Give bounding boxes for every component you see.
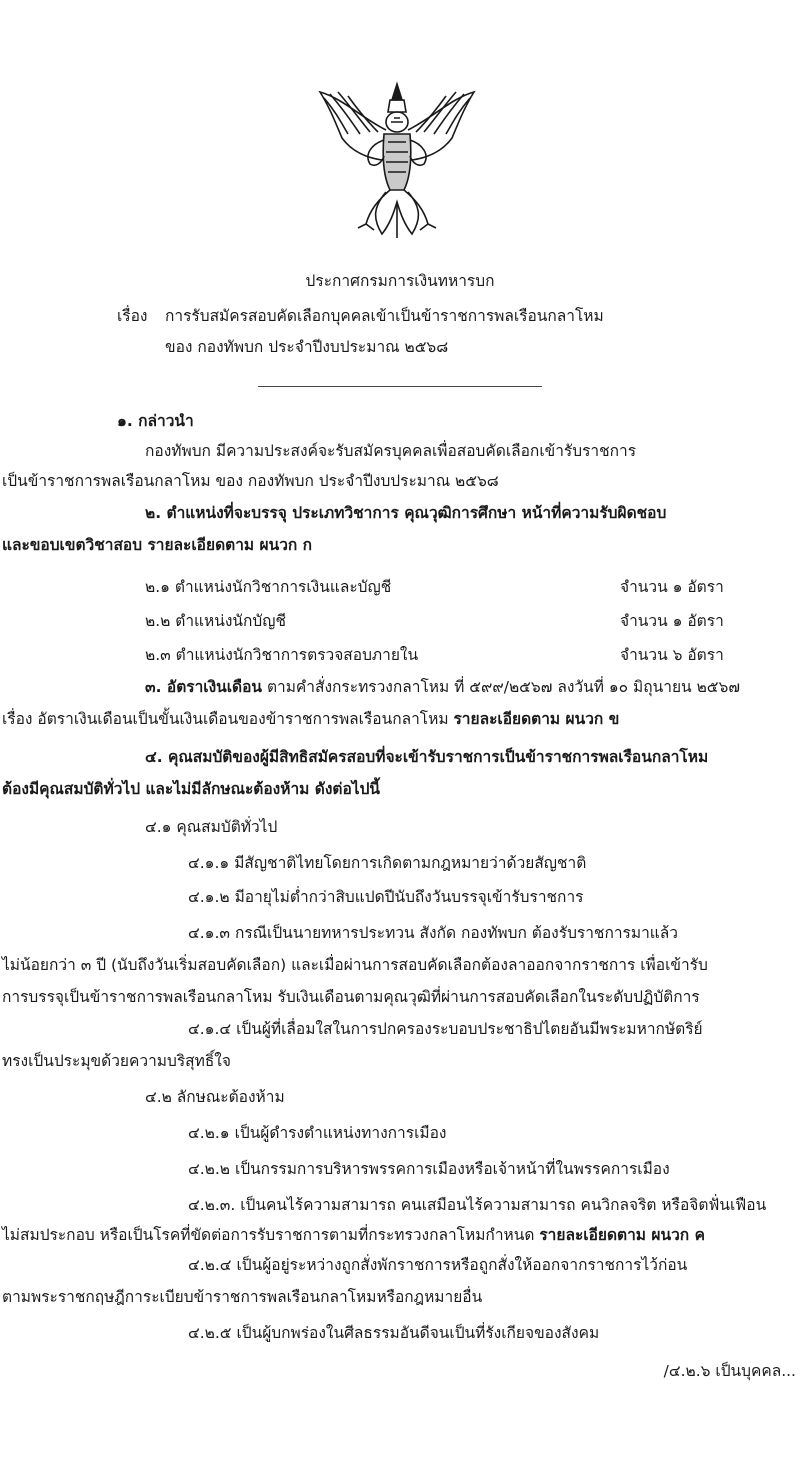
subject-label: เรื่อง: [117, 307, 148, 325]
position-count: จำนวน ๑ อัตรา: [620, 612, 724, 630]
continuation-marker: /๔.๒.๖ เป็นบุคคล...: [663, 1362, 796, 1380]
item-4-1-4-line-2: ทรงเป็นประมุขด้วยความบริสุทธิ์ใจ: [2, 1052, 231, 1070]
item-4-2-4-line-2: ตามพระราชกฤษฎีการะเบียบข้าราชการพลเรือนกลาโหมหรือกฎหมายอื่น: [2, 1288, 483, 1306]
section-4-heading-line-1: ๔. คุณสมบัติของผู้มีสิทธิสมัครสอบที่จะเข้ารับราชการเป็นข้าราชการพลเรือนกลาโหม: [145, 748, 709, 766]
section-1-title: ๑. กล่าวนำ: [117, 412, 194, 430]
item-4-2-3-line-1: ๔.๒.๓. เป็นคนไร้ความสามารถ คนเสมือนไร้ความสามารถ คนวิกลจริต หรือจิตฟั่นเฟือน: [188, 1196, 767, 1214]
item-4-1-1: ๔.๑.๑ มีสัญชาติไทยโดยการเกิดตามกฎหมายว่าด้วยสัญชาติ: [188, 854, 587, 872]
section-3-text-2: เรื่อง อัตราเงินเดือนเป็นขั้นเงินเดือนของข้าราชการพลเรือนกลาโหม: [2, 710, 454, 728]
item-4-2-4-line-1: ๔.๒.๔ เป็นผู้อยู่ระหว่างถูกสั่งพักราชการหรือถูกสั่งให้ออกจากราชการไว้ก่อน: [188, 1256, 688, 1274]
section-3-heading: ๓. อัตราเงินเดือน: [145, 678, 263, 696]
section-3-line-1: [145, 676, 740, 698]
position-count: จำนวน ๖ อัตรา: [620, 646, 724, 664]
item-4-2-2: ๔.๒.๒ เป็นกรรมการบริหารพรรคการเมืองหรือเจ้าหน้าที่ในพรรคการเมือง: [188, 1160, 670, 1178]
section-4-2-heading: ๔.๒ ลักษณะต้องห้าม: [145, 1088, 285, 1106]
item-4-1-3-line-1: ๔.๑.๓ กรณีเป็นนายทหารประทวน สังกัด กองทัพบก ต้องรับราชการมาแล้ว: [188, 924, 678, 942]
section-4-heading-line-2: ต้องมีคุณสมบัติทั่วไป และไม่มีลักษณะต้องห้าม ดังต่อไปนี้: [2, 780, 381, 798]
position-count: จำนวน ๑ อัตรา: [620, 578, 724, 596]
announcement-title: ประกาศกรมการเงินทหารบก: [305, 272, 495, 290]
item-4-1-4-line-1: ๔.๑.๔ เป็นผู้ที่เลื่อมใสในการปกครองระบอบประชาธิปไตยอันมีพระมหากษัตริย์: [188, 1020, 703, 1038]
section-4-1-heading: ๔.๑ คุณสมบัติทั่วไป: [145, 818, 278, 836]
item-4-2-5: ๔.๒.๕ เป็นผู้บกพร่องในศีลธรรมอันดีจนเป็นที่รังเกียจของสังคม: [188, 1324, 600, 1342]
item-4-1-3-line-2: ไม่น้อยกว่า ๓ ปี (นับถึงวันเริ่มสอบคัดเลือก) และเมื่อผ่านการสอบคัดเลือกต้องลาออกจากราชการ เพื่อเข้ารับ: [2, 956, 708, 974]
item-4-1-2: ๔.๑.๒ มีอายุไม่ต่ำกว่าสิบแปดปีนับถึงวันบรรจุเข้ารับราชการ: [188, 888, 584, 906]
subject-line-1: การรับสมัครสอบคัดเลือกบุคคลเข้าเป็นข้าราชการพลเรือนกลาโหม: [165, 307, 604, 325]
item-4-1-3-line-3: การบรรจุเป็นข้าราชการพลเรือนกลาโหม รับเงินเดือนตามคุณวุฒิที่ผ่านการสอบคัดเลือกในระดับปฏิบัติการ: [2, 988, 700, 1006]
section-1-para-line-2: เป็นข้าราชการพลเรือนกลาโหม ของ กองทัพบก ประจำปีงบประมาณ ๒๕๖๘: [2, 472, 499, 490]
item-4-2-1: ๔.๒.๑ เป็นผู้ดำรงตำแหน่งทางการเมือง: [188, 1124, 447, 1142]
subject-line-2: ของ กองทัพบก ประจำปีงบประมาณ ๒๕๖๘: [165, 338, 449, 356]
position-name: ๒.๑ ตำแหน่งนักวิชาการเงินและบัญชี: [145, 578, 392, 596]
annex-b-reference: รายละเอียดตาม ผนวก ข: [453, 710, 620, 728]
garuda-emblem-icon: [312, 78, 482, 243]
position-name: ๒.๓ ตำแหน่งนักวิชาการตรวจสอบภายใน: [145, 646, 419, 664]
divider: [258, 386, 542, 387]
section-2-heading-line-1: ๒. ตำแหน่งที่จะบรรจุ ประเภทวิชาการ คุณวุฒิการศึกษา หน้าที่ความรับผิดชอบ: [145, 504, 667, 522]
section-3-text: ตามคำสั่งกระทรวงกลาโหม ที่ ๕๙๙/๒๕๖๗ ลงวันที่ ๑๐ มิถุนายน ๒๕๖๗: [262, 678, 741, 696]
section-2-heading-line-2: และขอบเขตวิชาสอบ รายละเอียดตาม ผนวก ก: [2, 536, 313, 554]
section-3-line-2: [2, 708, 619, 730]
position-name: ๒.๒ ตำแหน่งนักบัญชี: [145, 612, 286, 630]
annex-c-reference: รายละเอียดตาม ผนวก ค: [539, 1226, 705, 1244]
section-1-para-line-1: กองทัพบก มีความประสงค์จะรับสมัครบุคคลเพื่อสอบคัดเลือกเข้ารับราชการ: [145, 442, 637, 460]
item-4-2-3-text: ไม่สมประกอบ หรือเป็นโรคที่ขัดต่อการรับราชการตามที่กระทรวงกลาโหมกำหนด: [2, 1226, 540, 1244]
item-4-2-3-line-2: [2, 1224, 705, 1246]
